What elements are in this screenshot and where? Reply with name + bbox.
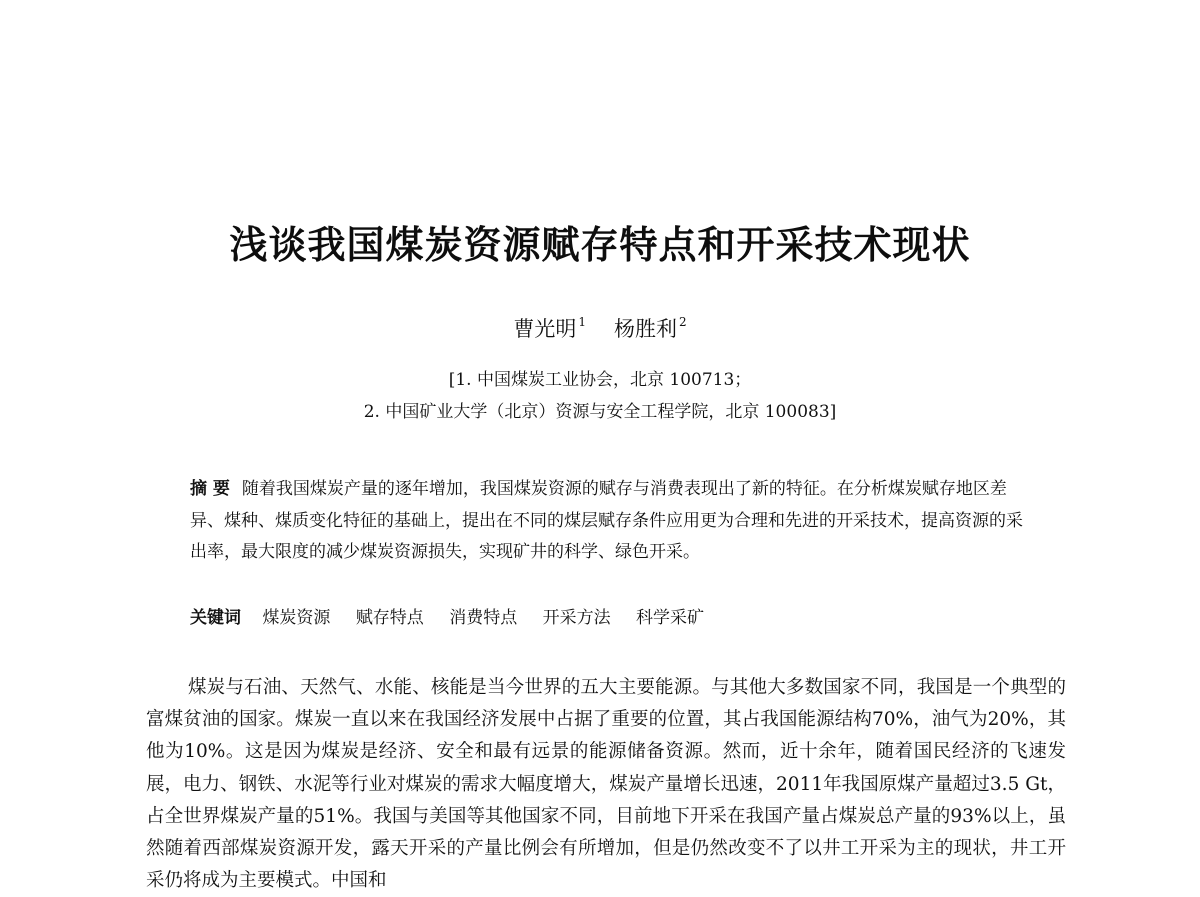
body-paragraph: 煤炭与石油、天然气、水能、核能是当今世界的五大主要能源。与其他大多数国家不同，我国是一个典型的富煤贫油的国家。煤炭一直以来在我国经济发展中占据了重要的位置，其占我国能源结构70%，油气为20%，其他为10%。这是因为煤炭是经济、安全和最有远景的能源储备资源。然而，近十余年，随着国民经济的飞速发展，电力、钢铁、水泥等行业对煤炭的需求大幅度增大，煤炭产量增长迅速，2011年我国原煤产量超过3.5 Gt，占全世界煤炭产量的51%。我国与美国等其他国家不同，目前地下开采在我国产量占煤炭总产量的93%以上，虽然随着西部煤炭资源开发，露天开采的产量比例会有所增加，但是仍然改变不了以井工开采为主的现状，井工开采仍将成为主要模式。中国和 — [146, 677, 1066, 892]
author-2 — [614, 306, 687, 345]
keyword: 消费特点 — [449, 608, 518, 628]
keywords — [190, 603, 1030, 635]
author-2-affiliation-mark: 2 — [679, 315, 687, 329]
author-1-affiliation-mark: 1 — [578, 315, 586, 329]
abstract-label: 摘 要 — [190, 479, 230, 499]
keyword: 开采方法 — [542, 608, 611, 628]
abstract-text: 随着我国煤炭产量的逐年增加，我国煤炭资源的赋存与消费表现出了新的特征。在分析煤炭赋存地区差异、煤种、煤质变化特征的基础上，提出在不同的煤层赋存条件应用更为合理和先进的开采技术，提高资源的采出率，最大限度的减少煤炭资源损失，实现矿井的科学、绿色开采。 — [190, 479, 1023, 562]
author-1-name: 曹光明 — [513, 317, 577, 341]
affiliation-1: [1. 中国煤炭工业协会，北京 100713； — [448, 370, 752, 390]
author-line — [0, 306, 1200, 345]
keyword: 赋存特点 — [355, 608, 424, 628]
author-2-name: 杨胜利 — [614, 317, 677, 341]
author-1 — [513, 306, 586, 345]
paper-title: 浅谈我国煤炭资源赋存特点和开采技术现状 — [229, 223, 971, 267]
keywords-label: 关键词 — [190, 608, 241, 628]
keyword: 科学采矿 — [636, 608, 705, 628]
affiliation-2: 2. 中国矿业大学（北京）资源与安全工程学院，北京 100083] — [363, 402, 837, 422]
abstract — [190, 474, 1030, 569]
keyword: 煤炭资源 — [262, 608, 331, 628]
